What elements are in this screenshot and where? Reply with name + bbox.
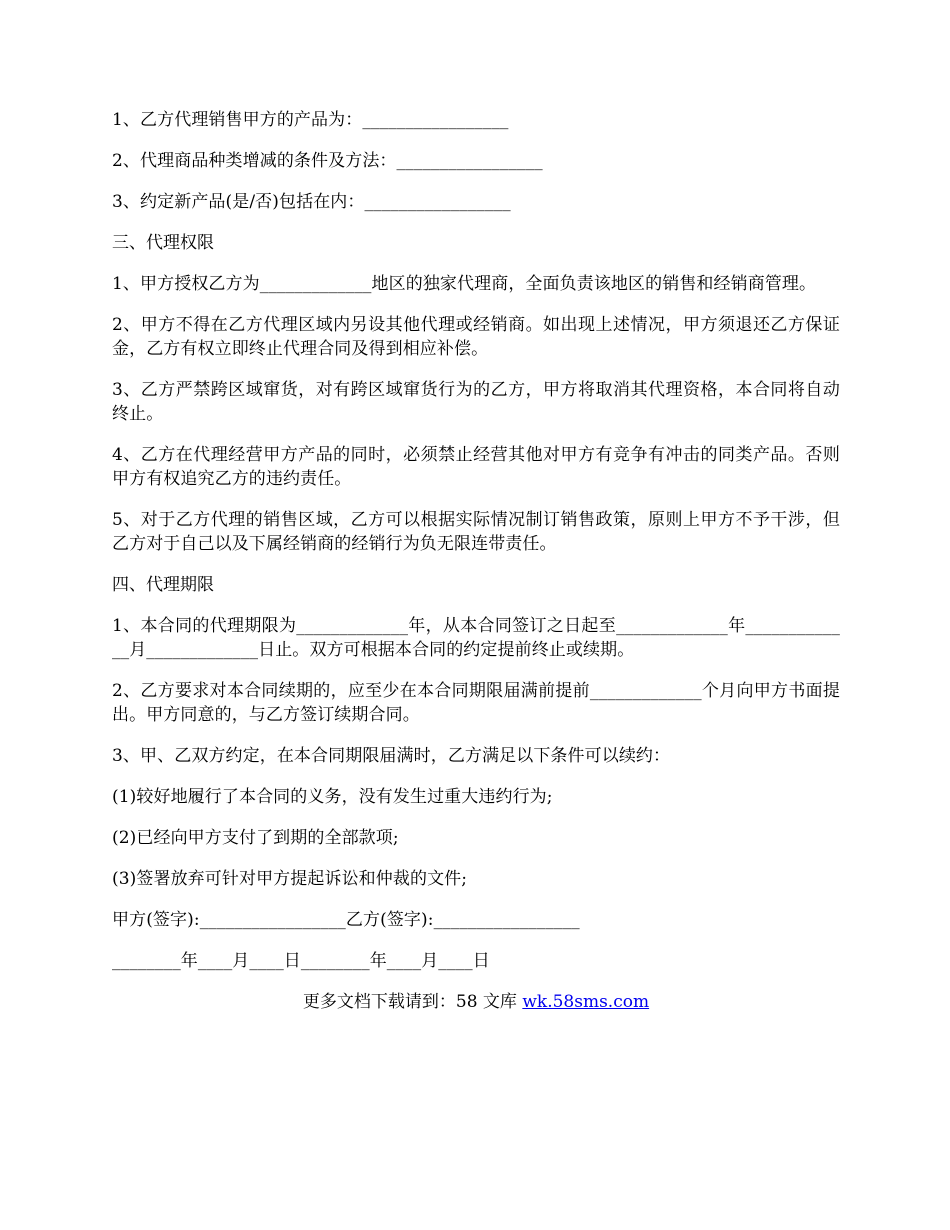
condition-3: (3)签署放弃可针对甲方提起诉讼和仲裁的文件; [112, 869, 468, 889]
footer-text: 更多文档下载请到：58 文库 [302, 992, 523, 1012]
condition-1: (1)较好地履行了本合同的义务，没有发生过重大违约行为; [112, 787, 553, 807]
item-no-cross-region: 3、乙方严禁跨区域窜货，对有跨区域窜货行为的乙方，甲方将取消其代理资格，本合同将自动终止。 [112, 380, 840, 424]
item-product-change-conditions: 2、代理商品种类增减的条件及方法：_________________ [112, 151, 543, 171]
footer [112, 990, 840, 1014]
item-sales-policy: 5、对于乙方代理的销售区域，乙方可以根据实际情况制订销售政策，原则上甲方不予干涉，但乙方对于自己以及下属经销商的经销行为负无限连带责任。 [112, 510, 840, 554]
item-no-competing-products: 4、乙方在代理经营甲方产品的同时，必须禁止经营其他对甲方有竞争有冲击的同类产品。否则甲方有权追究乙方的违约责任。 [112, 445, 840, 489]
section-heading-authority: 三、代理权限 [112, 233, 214, 253]
item-new-product-inclusion: 3、约定新产品(是/否)包括在内：_________________ [112, 192, 511, 212]
item-renewal-conditions: 3、甲、乙双方约定，在本合同期限届满时，乙方满足以下条件可以续约： [112, 746, 671, 766]
item-term-period: 1、本合同的代理期限为_____________年，从本合同签订之日起至_____________年_____________月_____________日止。双方可根据本合同的约定提前终止或续期。 [112, 616, 840, 660]
item-exclusive-region: 1、甲方授权乙方为_____________地区的独家代理商，全面负责该地区的销售和经销商管理。 [112, 274, 817, 294]
signature-line: 甲方(签字):_________________乙方(签字):_________________ [112, 910, 580, 930]
document-page [112, 108, 840, 1014]
section-heading-term: 四、代理期限 [112, 575, 214, 595]
condition-2: (2)已经向甲方支付了到期的全部款项; [112, 828, 399, 848]
item-product-scope: 1、乙方代理销售甲方的产品为：_________________ [112, 110, 509, 130]
footer-link[interactable]: wk.58sms.com [522, 992, 650, 1012]
item-renewal-request: 2、乙方要求对本合同续期的，应至少在本合同期限届满前提前_____________个月向甲方书面提出。甲方同意的，与乙方签订续期合同。 [112, 681, 840, 725]
item-no-other-agents: 2、甲方不得在乙方代理区域内另设其他代理或经销商。如出现上述情况，甲方须退还乙方保证金，乙方有权立即终止代理合同及得到相应补偿。 [112, 315, 840, 359]
date-line: ________年____月____日________年____月____日 [112, 951, 490, 971]
